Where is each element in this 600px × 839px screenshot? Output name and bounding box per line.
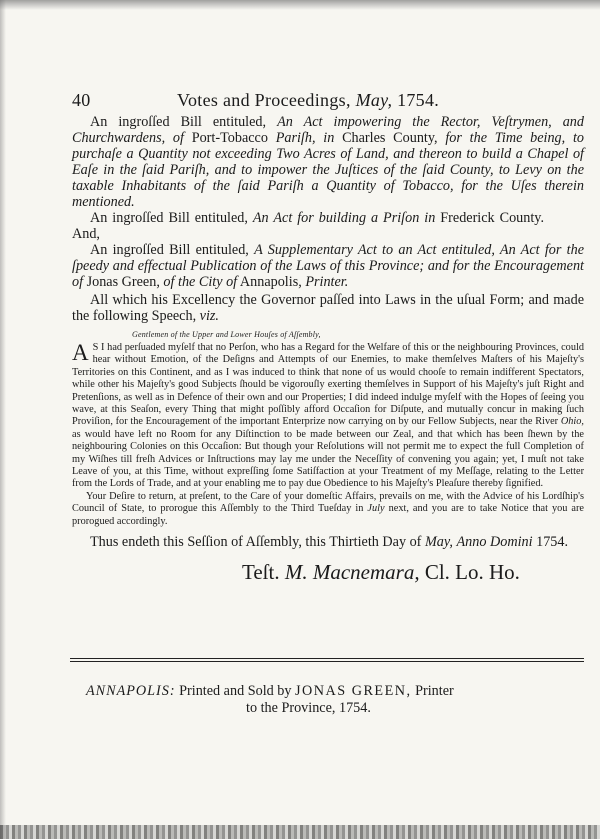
page-number: 40 xyxy=(72,90,91,110)
scan-edge-left xyxy=(0,0,6,839)
divider-rule-thin xyxy=(70,661,584,662)
page-title: Votes and Proceedings, May, 1754. xyxy=(177,90,440,110)
session-closing: Thus endeth this Seſſion of Aſſembly, this Thirtieth Day of May, Anno Domini 1754. xyxy=(90,534,569,551)
document-page xyxy=(72,88,584,585)
passed-into-laws: All which his Excellency the Governor paſſed into Laws in the uſual Form; and made the following Speech, viz. xyxy=(72,292,584,324)
speech-salutation: Gentlemen of the Upper and Lower Houſes of Aſſembly, xyxy=(132,330,321,339)
drop-cap: A xyxy=(72,340,89,365)
governor-speech-prorogue: Your Deſire to return, at preſent, to the Care of your domeſtic Affairs, prevails on me, with the Advice of his Lordſhip's Council of State, to prorogue this Aſſembly to the Third Tueſday in July next, and you are to take Notice that you are prorogued accordingly. xyxy=(72,490,585,527)
scan-edge-top xyxy=(0,0,600,10)
printer-imprint: ANNAPOLIS: Printed and Sold by JONAS GREEN, Printer to the Province, 1754. xyxy=(86,683,454,716)
bill-frederick-prison: An ingroſſed Bill entituled, An Act for building a Priſon in Frederick County.And, xyxy=(72,210,545,242)
divider-rule xyxy=(70,658,584,659)
running-header xyxy=(72,88,584,114)
bill-port-tobacco: An ingroſſed Bill entituled, An Act impowering the Rector, Veſtrymen, and Churchwardens, of Port-Tobacco Pariſh, in Charles County, for the Time being, to purchaſe a Quantity not exceeding Two Acres of Land, and thereon to build a Chapel of Eaſe in the ſaid Pariſh, and to impower the Juſtices of the ſaid County, to Levy on the taxable Inhabitants of the ſaid Pariſh a Quantity of Tobacco, for the Uſes therein mentioned. xyxy=(72,114,584,210)
bill-jonas-green: An ingroſſed Bill entituled, A Supplementary Act to an Act entituled, An Act for the ſpeedy and effectual Publication of the Laws of this Province; and for the Encouragement of Jonas Green, of the City of Annapolis, Printer. xyxy=(72,242,585,290)
governor-speech: A S I had perſuaded myſelf that no Perſon, who has a Regard for the Welfare of this or the neighbouring Provinces, could hear without Emotion, of the Deſigns and Attempts of our Enemies, to make themſelves Maſters of his Majeſty's Territories on this Continent, and as I was induced to think that none of us would chooſe to remain indifferent Spectators, while other his Majeſty's good Subjects ſhould be vigorouſly exerting themſelves in Support of his Majeſty's juſt Right and Pretenſions, as well as in Defence of their own and our Properties; I did indeed indulge myſelf with the Hopes of ſeeing you wave, at this Seaſon, every Thing that might poſſibly afford Occaſion for Diſpute, and mutually concur in making ſuch Proviſion, for the Encouragement of the important Enterprize now carrying on by our Fellow Subjects, near the River Ohio, as would have left no Room for any Diſtinction to be made between our Zeal, and that which has been ſhewn by the neighbouring Colonies on this Occaſion: But though your Reſolutions will not permit me to expect the full Completion of my Wiſhes till freſh Advices or Inſtructions may lay me under the Neceſſity of convening you again; yet, I muſt not take Leave of you, at this Time, without expreſſing ſome Satiſfaction at your Treatment of my Meſſage, relating to the Letter from the Lords of Trade, and at your enabling me to pay due Obedience to his Majeſty's Pleaſure thereby ſignified. xyxy=(72,340,584,490)
clerk-signature: Teſt. M. Macnemara, Cl. Lo. Ho. xyxy=(242,560,520,585)
scan-edge-bottom xyxy=(0,825,600,839)
